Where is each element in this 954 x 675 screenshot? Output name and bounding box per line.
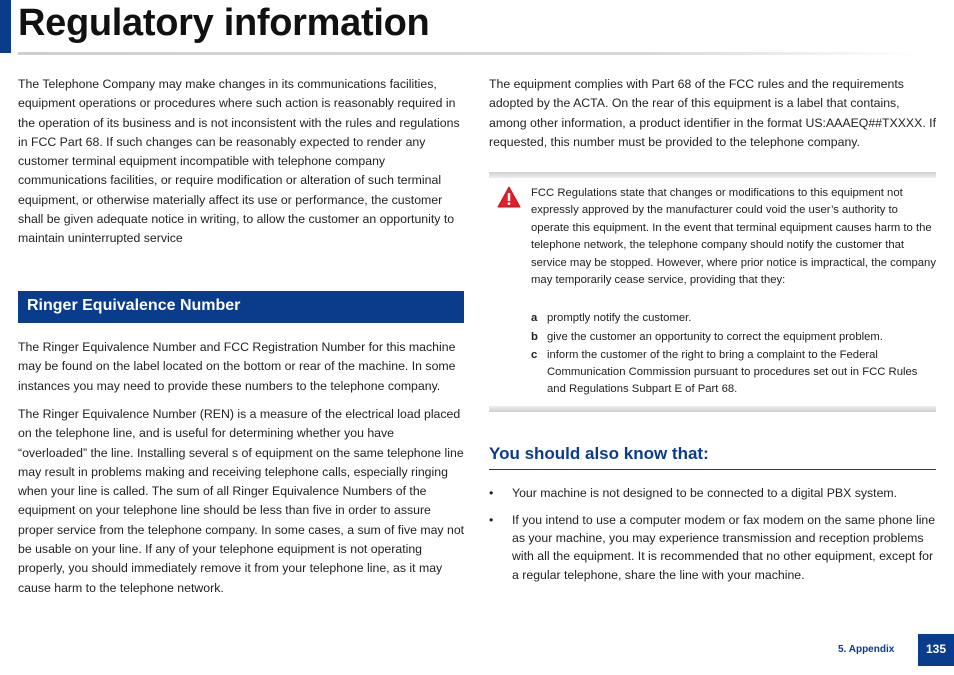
list-item [489, 511, 936, 584]
warning-icon [497, 186, 521, 208]
page-title: Regulatory information [18, 2, 430, 44]
caution-note [489, 172, 936, 412]
note-list [531, 310, 936, 400]
bullet-text: If you intend to use a computer modem or fax modem on the same phone line as your machine, you may experience transmission and reception problems with all the equipment. It is recommended that no other equipment, except for a regular telephone, share the line with your machine. [512, 512, 936, 582]
list-item-text: inform the customer of the right to bring a complaint to the Federal Communication Commission pursuant to procedures set out in FCC Rules and Regulations Subpart E of Part 68. [547, 349, 918, 395]
title-divider [18, 52, 918, 55]
section-header-ringer [18, 291, 464, 323]
bullet-text: Your machine is not designed to be connected to a digital PBX system. [512, 486, 898, 500]
list-item-text: give the customer an opportunity to correct the equipment problem. [547, 330, 883, 343]
list-letter: a [531, 312, 538, 324]
note-top-border [489, 172, 936, 178]
section-header-label: Ringer Equivalence Number [27, 297, 241, 314]
page-number: 135 [918, 634, 954, 666]
footer-section-label: 5. Appendix [838, 644, 895, 655]
ren-location-paragraph: The Ringer Equivalence Number and FCC Registration Number for this machine may be found on the label located on the bottom or rear of the machine. In some instances you may need to provide these numbers to the telephone company. [18, 340, 456, 393]
subheading-divider [489, 469, 936, 470]
bullet-icon: • [489, 512, 494, 527]
list-item [531, 310, 936, 327]
note-bottom-border [489, 406, 936, 412]
list-letter: c [531, 349, 538, 361]
list-item-text: promptly notify the customer. [547, 312, 692, 324]
intro-paragraph: The Telephone Company may make changes in its communications facilities, equipment operations or procedures where such action is reasonably required in the operation of its business and is not inconsistent with the rules and regulations in FCC Part 68. If such changes can be reasonably expected to render any customer terminal equipment incompatible with telephone company communications facilities, or require modification or alteration of such terminal equipment, or otherwise materially affect its use or performance, the customer shall be given adequate notice in writing, to allow the customer an opportunity to maintain uninterrupted service [18, 77, 460, 246]
bullet-icon: • [489, 486, 494, 500]
title-accent-bar [0, 0, 11, 53]
ren-explanation-paragraph: The Ringer Equivalence Number (REN) is a measure of the electrical load placed on the telephone line, and is useful for determining whether you have “overloaded” the line. Installing several s of equipment on the same telephone line may result in problems making and receiving telephone calls, especially ringing when your line is called. The sum of all Ringer Equivalence Numbers of the equipment on your telephone line should be less than five in order to assure proper service from the telephone company. In some cases, a sum of five may not be usable on your line. If any of your telephone equipment is not operating properly, you should immediately remove it from your telephone line, as it may cause harm to the telephone network. [18, 407, 465, 595]
list-item [489, 484, 936, 502]
note-text: FCC Regulations state that changes or modifications to this equipment not expressly approved by the manufacturer could void the user’s authority to operate this equipment. In the event that terminal equipment causes harm to the telephone network, the telephone company should notify the customer that service may be stopped. However, where prior notice is impractical, the company may temporarily cease service, providing that they: [531, 187, 936, 287]
list-letter: b [531, 330, 538, 343]
subheading: You should also know that: [489, 444, 709, 463]
bullet-list [489, 484, 936, 592]
fcc-compliance-paragraph: The equipment complies with Part 68 of the FCC rules and the requirements adopted by the ACTA. On the rear of this equipment is a label that contains, among other information, a product identifier in the format US:AAAEQ##TXXXX. If requested, this number must be provided to the telephone company. [489, 77, 937, 149]
list-item [531, 347, 936, 398]
list-item [531, 329, 936, 346]
